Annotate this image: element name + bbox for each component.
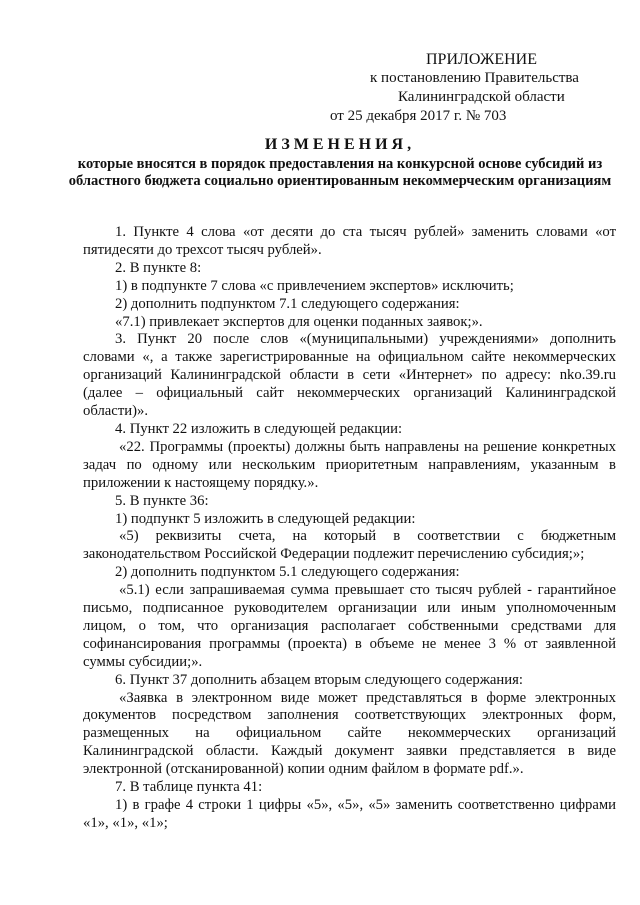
paragraph: 1) в графе 4 строки 1 цифры «5», «5», «5» заменить соответственно цифрами «1», «1», «1»;: [83, 797, 616, 831]
paragraph: 1. Пункте 4 слова «от десяти до ста тысяч рублей» заменить словами «от пятидесяти до трехсот тысяч рублей».: [83, 224, 616, 258]
paragraph: 2. В пункте 8:: [115, 259, 202, 276]
appendix-line-3: от 25 декабря 2017 г. № 703: [330, 108, 507, 124]
paragraph: 1) подпункт 5 изложить в следующей редакции:: [115, 510, 416, 527]
appendix-line-2: Калининградской области: [398, 89, 565, 105]
paragraph: 6. Пункт 37 дополнить абзацем вторым следующего содержания:: [115, 671, 523, 688]
paragraph: «5.1) если запрашиваемая сумма превышает сто тысяч рублей - гарантийное письмо, подписанное руководителем организации или иным уполномоченным лицом, о том, что организация располагает собственными средствами для софинансирования программы (проекта) в объеме не менее 3 % от заявленной суммы субсидии;».: [83, 582, 616, 670]
appendix-header: [330, 50, 630, 126]
paragraph: 4. Пункт 22 изложить в следующей редакции:: [115, 420, 403, 437]
document-body: [83, 224, 616, 833]
paragraph: 2) дополнить подпунктом 7.1 следующего содержания:: [115, 295, 460, 312]
document-subtitle: которые вносятся в порядок предоставления на конкурсной основе субсидий из областного бюджета социально ориентированным некоммерческим организациям: [68, 156, 612, 189]
document-title: ИЗМЕНЕНИЯ,: [264, 136, 416, 153]
paragraph: 2) дополнить подпунктом 5.1 следующего содержания:: [115, 564, 460, 581]
paragraph: «7.1) привлекает экспертов для оценки поданных заявок;».: [115, 313, 483, 330]
paragraph: 5. В пункте 36:: [115, 492, 209, 509]
appendix-title: ПРИЛОЖЕНИЕ: [426, 51, 538, 68]
document-heading: [60, 134, 620, 190]
paragraph: «22. Программы (проекты) должны быть направлены на решение конкретных задач по одному или нескольким приоритетным направлениям, указанным в приложении к настоящему порядку.».: [83, 438, 616, 491]
paragraph: «5) реквизиты счета, на который в соответствии с бюджетным законодательством Российской Федерации подлежит перечислению субсидия;»;: [83, 528, 616, 563]
paragraph: 3. Пункт 20 после слов «(муниципальными) учреждениями» дополнить словами «, а также зарегистрированные на официальном сайте некоммерческих организаций Калининградской области в сети «Интернет» по адресу: nko.39.ru (далее – официальный сайт некоммерческих организаций Калининградской области)».: [83, 331, 616, 420]
appendix-line-1: к постановлению Правительства: [370, 70, 579, 86]
paragraph: «Заявка в электронном виде может представляться в форме электронных документов посредством заполнения соответствующих электронных форм, размещенных на официальном сайте некоммерческих организаций Калининградской области. Каждый документ заявки представляется в виде электронной (отсканированной) копии одним файлом в формате pdf.».: [83, 689, 616, 778]
paragraph: 1) в подпункте 7 слова «с привлечением экспертов» исключить;: [115, 277, 514, 294]
paragraph: 7. В таблице пункта 41:: [115, 779, 263, 796]
